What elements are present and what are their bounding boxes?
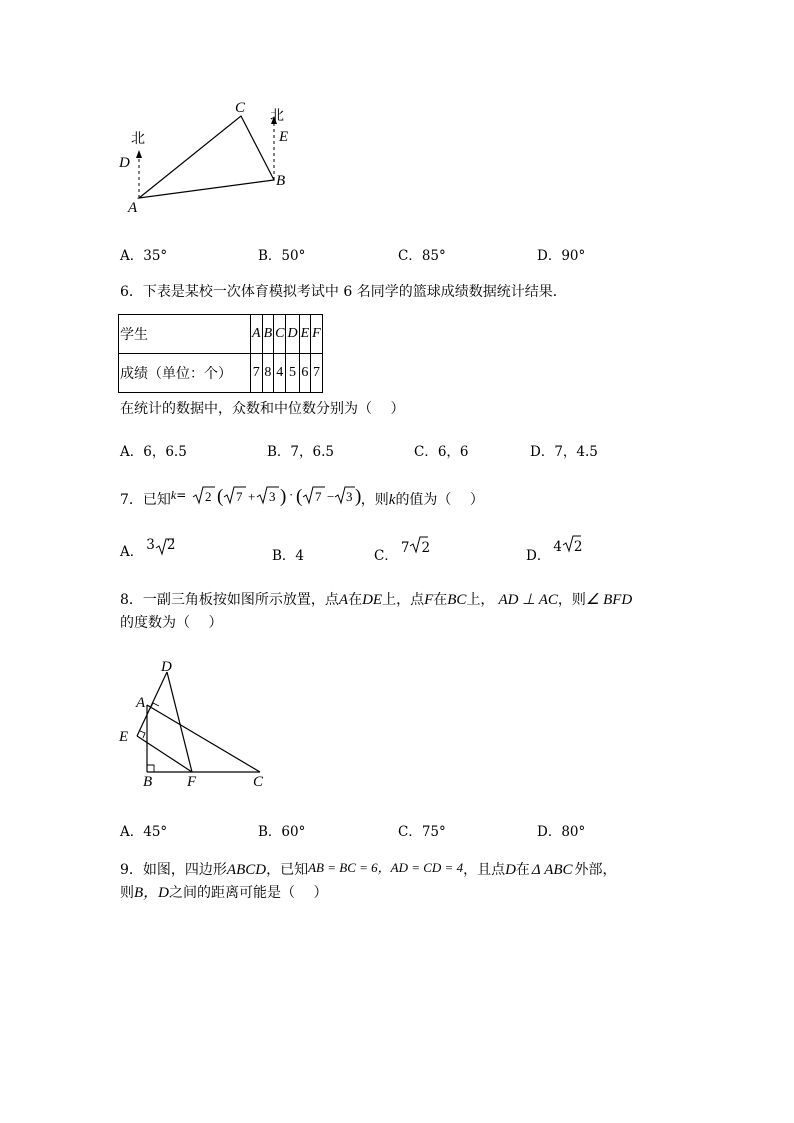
figure-compass-triangle xyxy=(110,95,310,220)
q9-quad: ABCD xyxy=(226,862,267,878)
q5-option-d[interactable]: D．90° xyxy=(537,248,586,264)
q7-option-d-radicand: 2 xyxy=(573,539,583,555)
q7-option-c-radicand: 2 xyxy=(421,540,431,556)
q9-triangle: Δ ABC xyxy=(531,862,573,878)
q9-text-c: ，且点 xyxy=(463,862,506,878)
fig1-label-north-right: 北 xyxy=(270,109,284,124)
table-cell-score: 7 xyxy=(311,354,323,393)
q6-option-d[interactable]: D．7，4.5 xyxy=(530,444,598,460)
svg-text:): ) xyxy=(279,486,287,507)
svg-text:7: 7 xyxy=(314,489,322,504)
fig1-label-B: B xyxy=(276,173,286,189)
q9-text-a: 9．如图，四边形 xyxy=(120,862,227,878)
q9-condition: AB = BC = 6，AD = CD = 4 xyxy=(308,860,464,875)
table-row xyxy=(119,354,323,393)
svg-text:(: ( xyxy=(216,486,224,507)
svg-text:3: 3 xyxy=(268,489,276,504)
q8-text-c: 上，点 xyxy=(382,592,425,608)
table-cell-score: 4 xyxy=(274,354,286,393)
q7-option-c[interactable] xyxy=(374,540,431,564)
q7-option-c-label: C． xyxy=(374,548,398,564)
q9-point-D: D xyxy=(505,862,516,878)
q6-score-table xyxy=(118,314,323,393)
table-cell-score: 5 xyxy=(286,354,299,393)
q9-text-d: 在 xyxy=(515,862,530,878)
fig1-label-A: A xyxy=(128,200,138,216)
q8-text-e: 上， xyxy=(466,592,495,608)
svg-text:−: − xyxy=(326,489,335,504)
q7-suffix: ，则 xyxy=(360,492,389,508)
q8-segment-BC: BC xyxy=(447,592,467,608)
q7-option-d-label: D． xyxy=(526,548,551,564)
q9-line1 xyxy=(120,861,617,879)
q8-text-f: ，则 xyxy=(557,592,586,608)
q8-text-d: 在 xyxy=(433,592,448,608)
q8-option-c[interactable]: C．75° xyxy=(398,824,446,840)
q8-segment-DE: DE xyxy=(362,592,383,608)
svg-text:7: 7 xyxy=(235,489,243,504)
q8-line1 xyxy=(120,591,632,609)
q8-text-b: 在 xyxy=(348,592,363,608)
q7-equals: = xyxy=(176,488,187,502)
q6-option-a[interactable]: A．6，6.5 xyxy=(120,444,187,460)
q5-option-b[interactable]: B．50° xyxy=(258,248,306,264)
q7-option-a-coef: 3 xyxy=(146,537,155,553)
table-cell-student: C xyxy=(274,315,286,354)
svg-text:3: 3 xyxy=(345,489,353,504)
q7-var-k: k xyxy=(170,488,177,502)
table-header-score: 成绩（单位：个） xyxy=(119,354,251,393)
fig2-label-B: B xyxy=(143,774,153,790)
fig2-label-A: A xyxy=(136,695,146,711)
table-cell-score: 8 xyxy=(262,354,274,393)
svg-text:): ) xyxy=(354,486,361,507)
fig2-label-D: D xyxy=(161,659,172,675)
q9-line2 xyxy=(120,884,327,902)
q9-text-f: 则 xyxy=(120,885,134,901)
table-cell-score: 7 xyxy=(251,354,263,393)
q8-option-b[interactable]: B．60° xyxy=(258,824,306,840)
table-cell-student: B xyxy=(262,315,274,354)
fig1-label-C: C xyxy=(235,100,246,116)
q5-option-c[interactable]: C．85° xyxy=(398,248,446,264)
q8-text-a: 8．一副三角板按如图所示放置，点 xyxy=(120,592,339,608)
figure-set-squares xyxy=(112,655,272,790)
q7-expression xyxy=(191,484,361,508)
table-cell-score: 6 xyxy=(299,354,311,393)
table-cell-student: A xyxy=(251,315,263,354)
q7-tail: 的值为（ ） xyxy=(395,492,484,508)
q7-prefix: 7．已知 xyxy=(120,492,171,508)
q9-points-BD: B，D xyxy=(134,885,169,901)
fig2-label-E: E xyxy=(119,729,129,745)
q9-text-b: ，已知 xyxy=(266,862,309,878)
fig1-label-north-left: 北 xyxy=(131,132,145,147)
q5-option-a[interactable]: A．35° xyxy=(120,248,168,264)
table-cell-student: F xyxy=(311,315,323,354)
q8-line2: 的度数为（ ） xyxy=(120,615,223,631)
q6-question: 在统计的数据中，众数和中位数分别为（ ） xyxy=(120,401,405,417)
q8-point-F: F xyxy=(424,592,434,608)
svg-text:2: 2 xyxy=(204,489,212,504)
fig1-label-E: E xyxy=(279,129,289,145)
table-header-student: 学生 xyxy=(119,315,251,354)
q7-var-k2: k xyxy=(388,492,396,508)
fig1-label-D: D xyxy=(119,155,130,171)
q8-option-d[interactable]: D．80° xyxy=(537,824,586,840)
q8-option-a[interactable]: A．45° xyxy=(120,824,168,840)
fig2-label-F: F xyxy=(187,774,197,790)
svg-text:(: ( xyxy=(295,486,303,507)
q7-option-a[interactable] xyxy=(120,537,176,560)
q7-stem xyxy=(120,488,484,512)
svg-text:+: + xyxy=(247,489,256,504)
q7-option-d[interactable] xyxy=(526,539,583,564)
q8-angle: ∠ BFD xyxy=(585,592,633,608)
q8-condition: AD ⊥ AC xyxy=(498,592,558,608)
fig2-label-C: C xyxy=(253,774,264,790)
q7-option-a-radicand: 2 xyxy=(166,537,176,553)
q9-text-g: 之间的距离可能是（ ） xyxy=(169,885,328,901)
q7-option-a-label: A． xyxy=(120,544,144,560)
q6-option-c[interactable]: C．6，6 xyxy=(414,444,469,460)
q6-option-b[interactable]: B．7，6.5 xyxy=(267,444,334,460)
table-cell-student: E xyxy=(299,315,311,354)
svg-text:·: · xyxy=(288,487,294,502)
q7-option-b[interactable]: B．4 xyxy=(272,548,305,564)
q6-stem: 6．下表是某校一次体育模拟考试中 6 名同学的篮球成绩数据统计结果． xyxy=(120,284,567,300)
table-row xyxy=(119,315,323,354)
q7-option-c-coef: 7 xyxy=(400,540,410,556)
q9-text-e: 外部， xyxy=(574,862,617,878)
table-cell-student: D xyxy=(286,315,299,354)
q7-option-d-coef: 4 xyxy=(553,539,562,555)
q8-point-A: A xyxy=(338,592,349,608)
